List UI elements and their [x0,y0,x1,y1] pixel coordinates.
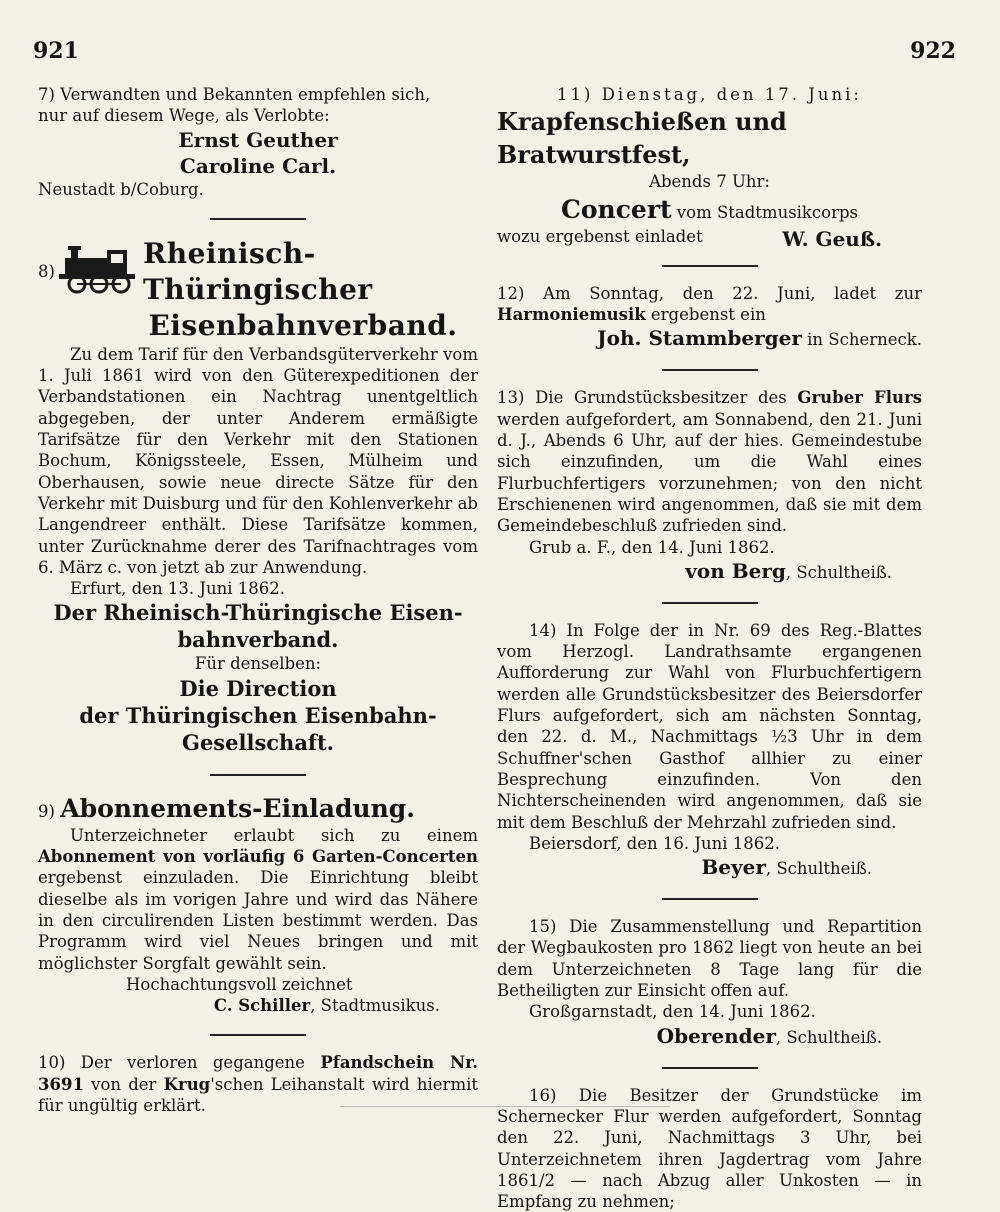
concert-by: vom Stadtmusikcorps [671,202,859,222]
event-invite [497,226,922,251]
announcement-7 [38,84,478,200]
beiersdorf-signature [497,854,922,880]
engagement-place: Neustadt b/Coburg. [38,179,204,199]
notice-part-c: von der [83,1074,164,1094]
grub-part-b: Gruber Flurs [797,388,922,408]
right-column [497,84,922,1212]
fiance-name: Ernst Geuther [178,127,338,152]
subscription-signature [38,995,478,1016]
engagement-text-2: nur auf diesem Wege, als Verlobte: [38,106,330,126]
direction-line-2: der Thüringischen Eisenbahn- [79,702,437,728]
direction-line-3: Gesellschaft. [182,729,334,755]
divider [210,218,306,220]
railway-title-1: Rheinisch-Thüringischer [142,236,373,306]
event-title: Krapfenschießen und Bratwurstfest, [497,107,787,170]
harmony-signature [497,325,922,351]
divider [662,602,758,604]
announcement-12 [497,283,922,352]
signature-name: C. Schiller [213,996,311,1016]
divider [210,774,306,776]
subscription-closing: Hochachtungsvoll zeichnet [126,974,353,994]
subscription-body-a: Unterzeichneter erlaubt sich zu einem [70,825,478,845]
event-time: Abends 7 Uhr: [649,172,770,192]
concert-line [497,193,922,226]
left-column [38,84,478,1116]
railway-title-2: Eisenbahnverband. [148,308,458,342]
notice-part-d: Krug [163,1074,211,1094]
subscription-title: Abonnements-Einladung. [60,793,415,823]
announcement-14 [497,620,922,880]
harmony-part-c: ergebenst ein [645,305,766,325]
bottom-divider [340,1106,670,1107]
railway-signature-1: Der Rheinisch-Thüringische Eisen- [53,600,463,626]
locomotive-icon [57,244,143,299]
harmony-part-a: 12) Am Sonntag, den 22. Juni, ladet zur [497,283,922,303]
divider [662,1067,758,1069]
road-costs-notice: 15) Die Zusammenstellung und Repartition der Wegbaukosten pro 1862 liegt von heute an bei dem Unterzeichneten 8 Tage lang für die Betheiligten zur Einsicht offen auf. [497,917,922,1001]
fiancee-name: Caroline Carl. [179,153,337,178]
signature-place: in Scherneck. [801,330,922,350]
grub-part-c: werden aufgefordert, am Sonnabend, den 21. Juni d. J., Abends 6 Uhr, auf der hies. Gemeindestube sich einzufinden, um die Wahl eines Flurbuchfertigers vorzunehmen; von den nicht Erschienenen wird angenommen, daß sie mit dem Gemeindebeschluß zufrieden sind. [497,409,922,536]
notice-part-e: 'schen Leihanstalt wird hiermit für ungültig erklärt. [38,1074,478,1116]
railway-fuer: Für denselben: [194,654,322,674]
invite-signature: W. Geuß. [782,226,882,251]
railway-body: Zu dem Tarif für den Verbandsgüterverkehr vom 1. Juli 1861 wird von den Güterexpeditionen der Verbandstationen ein Nachtrag unentgeltlich abgegeben, der unter Anderem ermäßigte Tarifsätze für den Verkehr mit den Stationen Bochum, Königssteele, Essen, Mülheim und Oberhausen, sowie neue directe Sätze für den Verkehr mit Duisburg und für den Kohlenverkehr ab Langendreer enthält. Diese Tarifsätze kommen, unter Zurücknahme derer des Tarifnachtrages vom 6. März c. von jetzt ab zur Anwendung. [38,344,478,577]
announcement-16 [497,1085,922,1212]
subscription-body [38,825,478,974]
engagement-text-1: 7) Verwandten und Bekannten empfehlen sich, [38,85,431,104]
notice-part-a: 10) Der verloren gegangene [38,1053,321,1073]
grub-signature [497,558,922,584]
signature-title: , Schultheiß. [765,859,872,879]
page-number-left: 921 [33,38,79,64]
beiersdorf-notice: 14) In Folge der in Nr. 69 des Reg.-Blattes vom Herzogl. Landrathsamte ergangenen Aufforderung zur Wahl von Flurbuchfertigern werden alle Grundstücksbesitzer des Beiersdorfer Flurs aufgefordert, sich am nächsten Sonntag, den 22. d. M., Nachmittags ½3 Uhr in dem Schuffner'schen Gasthof allhier zu einer Besprechung einzufinden. Von den Nichterscheinenden wird angenommen, daß sie mit dem Beschluß der Mehrzahl zufrieden sind. [497,620,922,832]
railway-signature-2: bahnverband. [177,627,339,653]
announcement-9 [38,792,478,1017]
item-number: 9) [38,801,55,821]
signature-name: Oberender [656,1023,776,1048]
item-number: 8) [38,262,55,282]
divider [662,369,758,371]
announcement-11 [497,84,922,251]
signature-name: von Berg [685,558,786,583]
signature-title: , Schultheiß. [775,1027,882,1047]
signature-name: Joh. Stammberger [597,326,802,351]
direction-line-1: Die Direction [179,675,337,701]
road-costs-date: Großgarnstadt, den 14. Juni 1862. [529,1002,816,1022]
grub-part-a: 13) Die Grundstücksbesitzer des [497,388,798,408]
grub-notice [497,387,922,536]
invite-text: wozu ergebenst einladet [497,226,703,246]
announcement-13 [497,387,922,583]
grub-date: Grub a. F., den 14. Juni 1862. [529,537,775,557]
divider [662,898,758,900]
road-costs-signature [497,1023,922,1049]
signature-title: , Stadtmusikus. [310,996,440,1016]
event-date: 11) Dienstag, den 17. Juni: [557,85,862,104]
subscription-body-b: Abonnement von vorläufig 6 Garten-Concerten [38,847,478,867]
announcement-15 [497,916,922,1048]
subscription-body-c: ergebenst einzuladen. Die Einrichtung bleibt dieselbe als im vorigen Jahre und wird das Nähere in den circulirenden Listen bestimmt werden. Das Programm wird viel Neues bringen und mit möglichster Sorgfalt gewählt sein. [38,868,478,973]
harmony-part-b: Harmoniemusik [497,305,646,325]
harmony-text [497,283,922,326]
notice-part-b: Pfandschein Nr. 3691 [38,1053,479,1094]
page-number-right: 922 [910,38,956,64]
announcement-8 [38,236,478,756]
beiersdorf-date: Beiersdorf, den 16. Juni 1862. [529,833,780,853]
divider [662,265,758,267]
signature-title: , Schultheiß. [785,562,892,582]
divider [210,1034,306,1036]
railway-date: Erfurt, den 13. Juni 1862. [70,579,285,599]
concert-word: Concert [560,194,672,224]
hunting-notice: 16) Die Besitzer der Grundstücke im Schernecker Flur werden aufgefordert, Sonntag den 22. Juni, Nachmittags 3 Uhr, bei Unterzeichnetem ihren Jagdertrag vom Jahre 1861/2 — nach Abzug aller Unkosten — in Empfang zu nehmen; [497,1085,922,1212]
signature-name: Beyer [701,855,766,880]
